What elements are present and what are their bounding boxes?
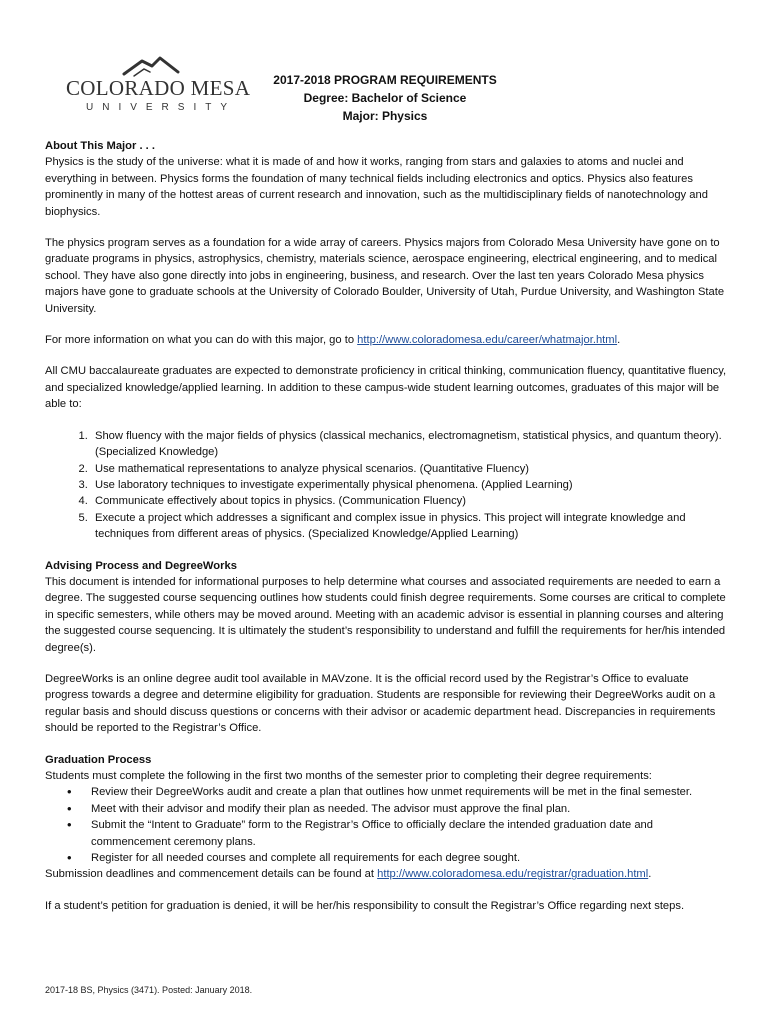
whatmajor-link[interactable]: http://www.coloradomesa.edu/career/whatmajor.html (357, 334, 618, 347)
graduation-intro: Students must complete the following in the first two months of the semester prior to completing their degree requirements: (45, 770, 652, 782)
advising-heading: Advising Process and DegreeWorks (45, 559, 237, 572)
advising-paragraph-2: DegreeWorks is an online degree audit tool available in MAVzone. It is the official record used by the Registrar’s Office to evaluate progress towards a degree and determine eligibility for graduation. Students are responsible for reviewing their DegreeWorks audit on a regular basis and should discuss questions or concerns with their advisor or academic department head. Discrepancies in requirements should be reported to the Registrar’s Office. (45, 672, 716, 735)
deadline-paragraph (45, 866, 733, 882)
deadline-suffix: . (648, 868, 652, 881)
learning-outcomes-intro: All CMU baccalaureate graduates are expected to demonstrate proficiency in critical thinking, communication fluency, quantitative fluency, and specialized knowledge/applied learning. In addition to these campus-wide student learning outcomes, graduates of this major will be able to: (45, 365, 727, 411)
advising-paragraph-1: This document is intended for informational purposes to help determine what courses and associated requirements are needed to earn a degree. The suggested course sequencing outlines how students could finish degree requirements. Some courses are critical to complete in specific semesters, while others may be moved around. Meeting with an academic advisor is essential in planning courses and altering the suggested course sequencing. It is ultimately the student’s responsibility to understand and fulfill the requirements for her/his intended degree(s). (45, 575, 726, 654)
learning-outcomes-list (45, 428, 733, 543)
about-paragraph-2: The physics program serves as a foundation for a wide array of careers. Physics majors from Colorado Mesa University have gone on to graduate programs in physics, astrophysics, chemistry, materials science, aerospace engineering, electrical engineering, and to medical school. They have also gone directly into jobs in engineering, business, and research. Over the last ten years Colorado Mesa physics majors have gone to graduate schools at the University of Colorado Boulder, University of Utah, Purdue University, and Washington State University. (45, 237, 725, 315)
about-paragraph-1: Physics is the study of the universe: what it is made of and how it works, ranging from stars and galaxies to atoms and nuclei and everything in between. Physics forms the foundation of many technical fields including electronics and optics. Physics also features prominently in many of the hottest areas of current research and innovation, such as the multidisciplinary fields of nanotechnology and biophysics. (45, 156, 708, 218)
list-item: 1. Show fluency with the major fields of physics (classical mechanics, electromagnetism, statistical physics, and quantum theory). (Specialized Knowledge) (91, 428, 733, 461)
document-footer: 2017-18 BS, Physics (3471). Posted: January 2018. (45, 985, 253, 995)
list-item: • Meet with their advisor and modify their plan as needed. The advisor must approve the final plan. (91, 801, 733, 817)
list-item: 4. Communicate effectively about topics in physics. (Communication Fluency) (91, 493, 733, 509)
list-item: • Register for all needed courses and complete all requirements for each degree sought. (91, 850, 733, 866)
petition-paragraph: If a student’s petition for graduation is denied, it will be her/his responsibility to consult the Registrar’s Office regarding next steps. (45, 899, 685, 912)
mesa-mountain-icon (122, 56, 180, 78)
header-degree: Degree: Bachelor of Science (303, 91, 467, 105)
list-item: • Submit the “Intent to Graduate” form to the Registrar’s Office to officially declare the intended graduation date and commencement ceremony plans. (91, 817, 733, 850)
graduation-steps-list (45, 784, 733, 866)
list-item: 5. Execute a project which addresses a significant and complex issue in physics. This project will integrate knowledge and techniques from different areas of physics. (Specialized Knowledge/Applied Learning) (91, 510, 733, 543)
list-item: 2. Use mathematical representations to analyze physical scenarios. (Quantitative Fluency) (91, 461, 733, 477)
logo-subtitle: UNIVERSITY (86, 102, 237, 113)
deadline-text: Submission deadlines and commencement details can be found at (45, 868, 378, 881)
header-program-requirements: 2017-2018 PROGRAM REQUIREMENTS (273, 73, 497, 87)
graduation-heading: Graduation Process (45, 753, 152, 766)
about-heading: About This Major . . . (45, 140, 156, 152)
document-body (45, 138, 733, 929)
logo-name: COLORADO MESA (66, 76, 251, 100)
list-item: 3. Use laboratory techniques to investigate experimentally physical phenomena. (Applied Learning) (91, 477, 733, 493)
more-info-text: For more information on what you can do with this major, go to (45, 334, 358, 347)
list-item: • Review their DegreeWorks audit and create a plan that outlines how unmet requirements will be met in the final semester. (91, 784, 733, 800)
more-info-suffix: . (617, 334, 621, 347)
header-major: Major: Physics (342, 109, 428, 123)
document-header (250, 71, 520, 125)
university-logo (66, 56, 251, 114)
graduation-link[interactable]: http://www.coloradomesa.edu/registrar/graduation.html (377, 868, 649, 881)
more-info-paragraph (45, 332, 733, 348)
